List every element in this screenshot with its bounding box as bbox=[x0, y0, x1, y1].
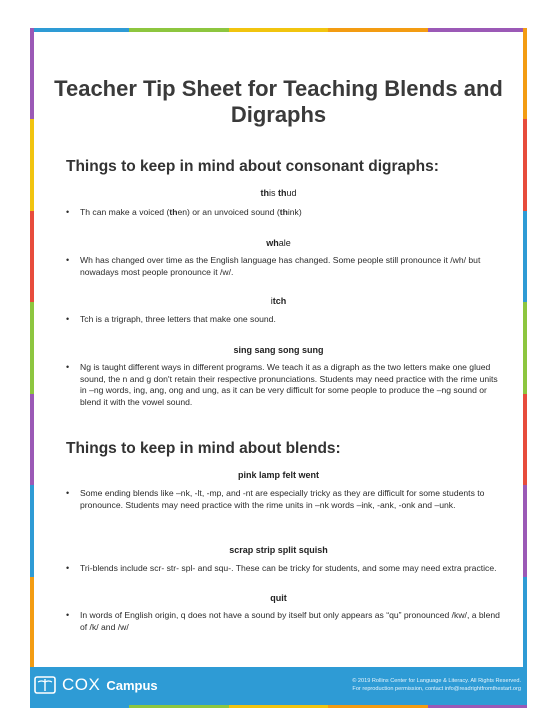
bullet-ng: • Ng is taught different ways in different programs. We teach it as a digraph as the two letters make one glued sound, the n and g don't retain their respective pronunciations. Students may need practice with the rime units in –ng words, ing, ang, ong and ung, as it can be very difficult for some people to produce the –ng sound or blend it with the vowel sound. bbox=[80, 362, 500, 408]
footer-stripe bbox=[30, 705, 527, 708]
example-words-qu: quit bbox=[270, 593, 287, 603]
logo-cox-text: COX bbox=[62, 675, 101, 694]
bullet-wh: • Wh has changed over time as the English language has changed. Some people still pronounce it /wh/ but nowadays most people pronounce it /w/. bbox=[80, 255, 500, 278]
example-words-wh: whale bbox=[266, 238, 291, 248]
cox-campus-logo[interactable] bbox=[34, 675, 158, 695]
page-title: Teacher Tip Sheet for Teaching Blends and Digraphs bbox=[54, 76, 503, 127]
example-words-ng: sing sang song sung bbox=[233, 345, 324, 355]
copyright-notice bbox=[281, 677, 521, 693]
bullet-ending-blends: • Some ending blends like –nk, -lt, -mp, and -nt are especially tricky as they are difficult for some students to pronounce. Students may need practice with the rime units in –nk words –ink, -ank, -onk and –unk. bbox=[80, 488, 500, 511]
example-words-ending-blends: pink lamp felt went bbox=[237, 470, 319, 480]
logo-campus-text: Campus bbox=[106, 677, 158, 693]
frame-top-stripe bbox=[30, 28, 527, 32]
example-words-tri-blends: scrap strip split squish bbox=[229, 545, 328, 555]
example-words-th: this thud bbox=[260, 188, 297, 198]
copyright-line-2: For reproduction permission, contact info@readrightfromthestart.org bbox=[352, 686, 521, 692]
section-heading-digraphs: Things to keep in mind about consonant digraphs: bbox=[66, 158, 439, 175]
bullet-tri-blends: • Tri-blends include scr- str- spl- and squ-. These can be tricky for students, and some may need extra practice. bbox=[80, 563, 500, 575]
example-words-tch: itch bbox=[270, 296, 287, 306]
bullet-tch: • Tch is a trigraph, three letters that make one sound. bbox=[80, 314, 500, 326]
section-heading-blends: Things to keep in mind about blends: bbox=[66, 440, 341, 457]
frame-left-stripe bbox=[30, 28, 34, 668]
bullet-qu: • In words of English origin, q does not have a sound by itself but only appears as “qu” pronounced /kw/, a blend of /k/ and /w/ bbox=[80, 610, 500, 633]
frame-right-stripe bbox=[523, 28, 527, 668]
copyright-line-1: © 2019 Rollins Center for Language & Literacy. All Rights Reserved. bbox=[352, 678, 521, 684]
bullet-th: • Th can make a voiced (then) or an unvoiced sound (think) bbox=[80, 207, 500, 219]
open-book-icon bbox=[34, 676, 56, 694]
